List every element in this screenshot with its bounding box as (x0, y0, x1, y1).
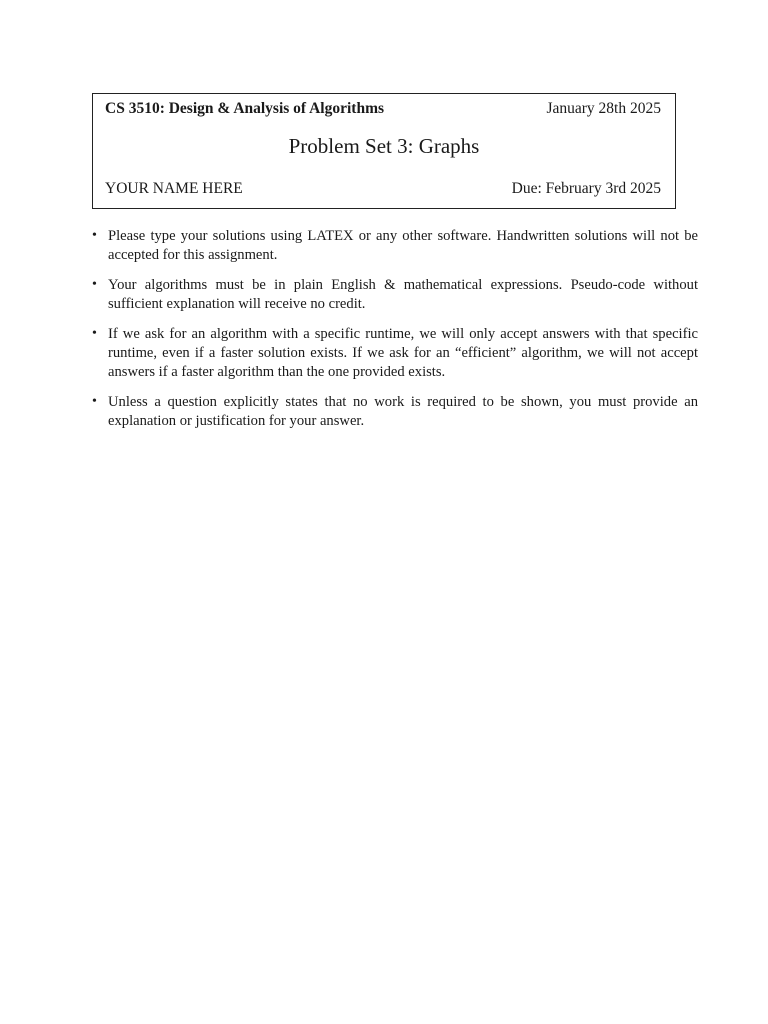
header-box (92, 93, 676, 209)
instruction-text: If we ask for an algorithm with a specific runtime, we will only accept answers with that specific runtime, even if a faster solution exists. If we ask for an “efficient” algorithm, we will not accept answers if a faster algorithm than the one provided exists. (108, 326, 698, 380)
instruction-item (92, 276, 698, 313)
instruction-text: Please type your solutions using LATEX or any other software. Handwritten solutions will not be accepted for this assignment. (108, 228, 698, 263)
bullet-icon: • (92, 326, 97, 342)
bullet-icon: • (92, 228, 97, 243)
bullet-icon: • (92, 277, 97, 293)
issue-date: January 28th 2025 (546, 100, 661, 117)
instruction-item (92, 325, 698, 381)
instruction-text: Unless a question explicitly states that no work is required to be shown, you must provide an explanation or justification for your answer. (108, 394, 698, 429)
instructions-list (92, 227, 698, 442)
due-date: Due: February 3rd 2025 (511, 180, 661, 197)
student-name: YOUR NAME HERE (105, 180, 243, 197)
instruction-text: Your algorithms must be in plain English & mathematical expressions. Pseudo-code without sufficient explanation will receive no credit. (108, 277, 698, 312)
problem-set-title: Problem Set 3: Graphs (288, 134, 480, 158)
bullet-icon: • (92, 394, 97, 410)
instruction-item (92, 393, 698, 430)
course-title: CS 3510: Design & Analysis of Algorithms (105, 100, 385, 117)
instruction-item (92, 227, 698, 264)
